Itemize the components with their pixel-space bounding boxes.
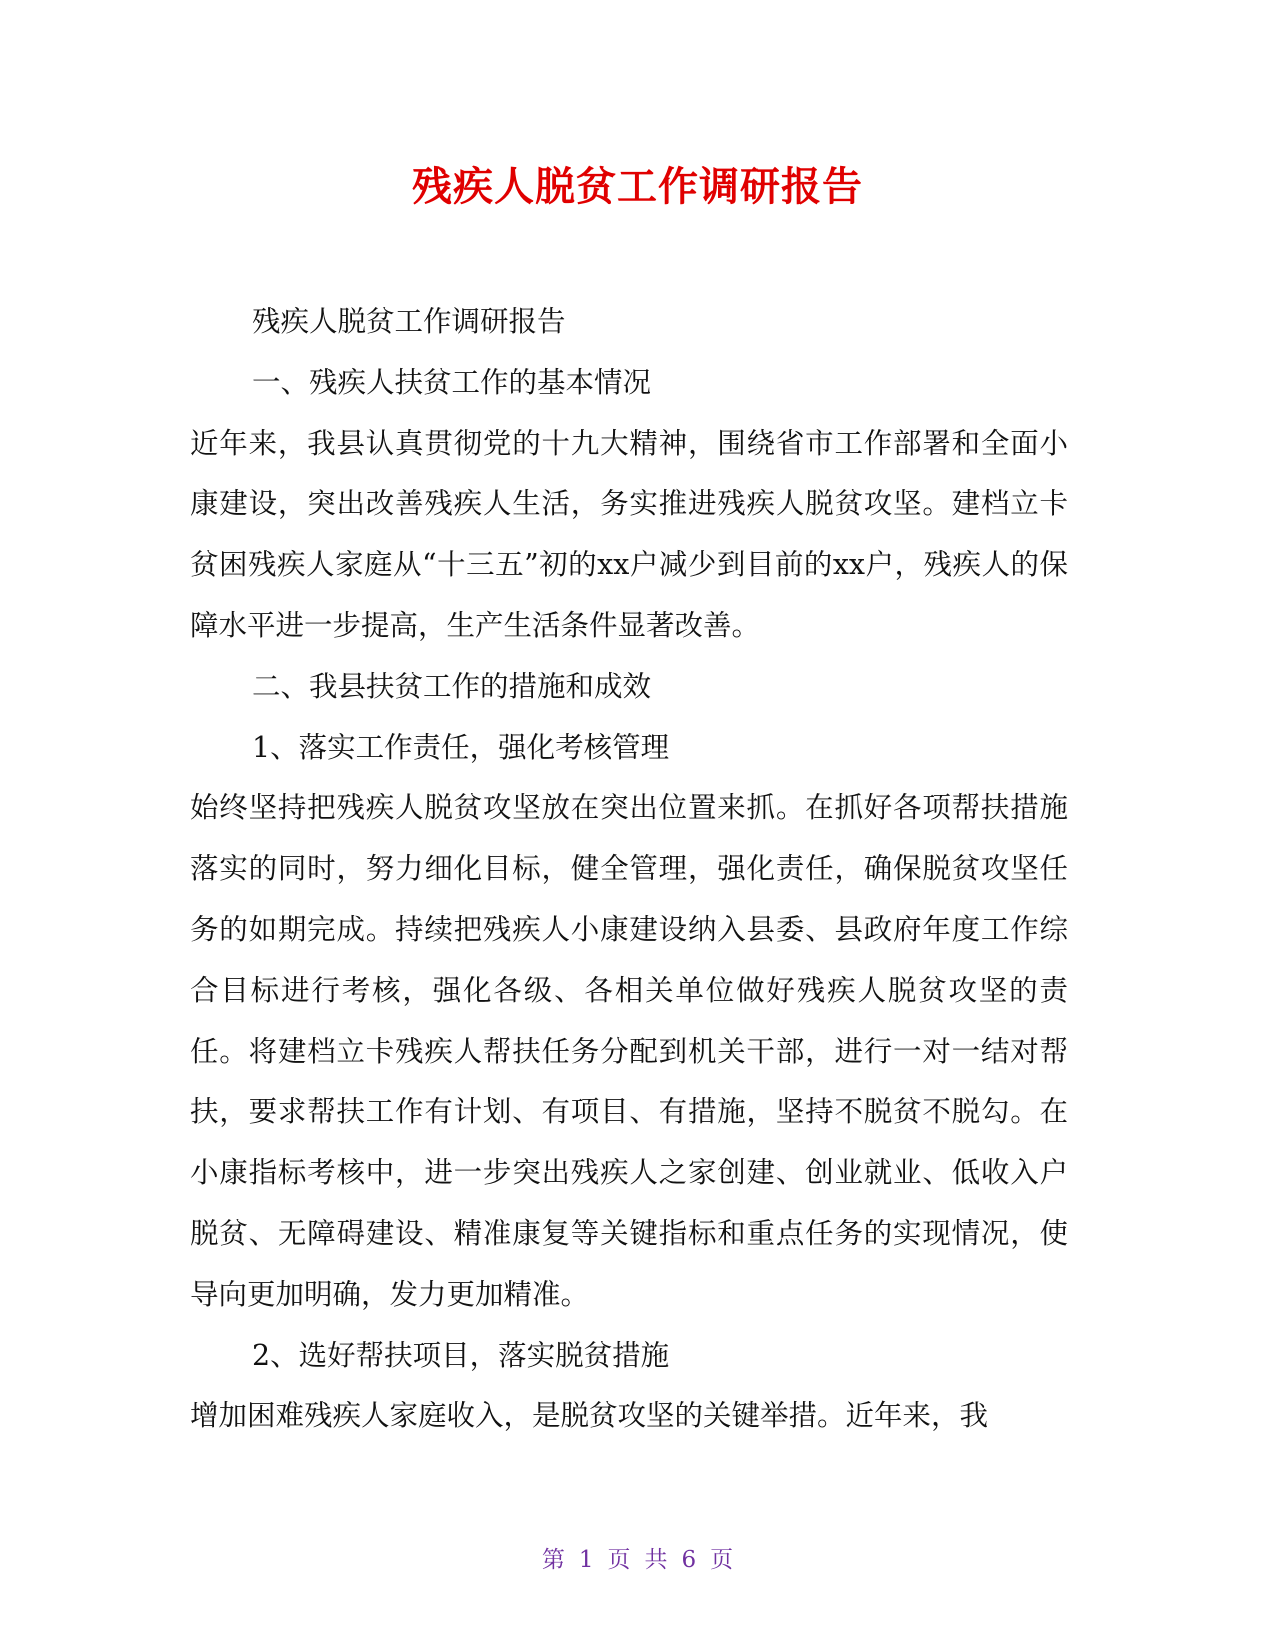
- heading-section-2: 二、我县扶贫工作的措施和成效: [252, 669, 652, 703]
- document-body: [190, 292, 1068, 1447]
- paragraph-responsibility: 始终坚持把残疾人脱贫攻坚放在突出位置来抓。在抓好各项帮扶措施落实的同时，努力细化目标，健全管理，强化责任，确保脱贫攻坚任务的如期完成。持续把残疾人小康建设纳入县委、县政府年度工作综合目标进行考核，强化各级、各相关单位做好残疾人脱贫攻坚的责任。将建档立卡残疾人帮扶任务分配到机关干部，进行一对一结对帮扶，要求帮扶工作有计划、有项目、有措施，坚持不脱贫不脱勾。在小康指标考核中，进一步突出残疾人之家创建、创业就业、低收入户脱贫、无障碍建设、精准康复等关键指标和重点任务的实现情况，使导向更加明确，发力更加精准。: [190, 791, 1068, 1311]
- heading-subsection-1: 1、落实工作责任，强化考核管理: [252, 730, 670, 764]
- paragraph-income: 增加困难残疾人家庭收入，是脱贫攻坚的关键举措。近年来，我: [190, 1399, 989, 1433]
- footer-total-pages: 6: [681, 1547, 697, 1573]
- document-title: 残疾人脱贫工作调研报告: [412, 164, 863, 210]
- paragraph-basic-situation: 近年来，我县认真贯彻党的十九大精神，围绕省市工作部署和全面小康建设，突出改善残疾人生活，务实推进残疾人脱贫攻坚。建档立卡贫困残疾人家庭从“十三五”初的xx户减少到目前的xx户，残疾人的保障水平进一步提高，生产生活条件显著改善。: [190, 426, 1068, 642]
- footer-page-label: 第: [541, 1547, 565, 1573]
- heading-section-1: 一、残疾人扶贫工作的基本情况: [252, 365, 652, 399]
- heading-subsection-2: 2、选好帮扶项目，落实脱贫措施: [252, 1338, 670, 1372]
- footer-current-page: 1: [578, 1547, 594, 1573]
- page-footer: [0, 1545, 1275, 1575]
- footer-total-unit: 页: [710, 1547, 734, 1573]
- paragraph-subtitle: 残疾人脱贫工作调研报告: [252, 305, 566, 338]
- footer-page-unit: 页: [607, 1547, 631, 1573]
- footer-total-label: 共: [644, 1547, 668, 1573]
